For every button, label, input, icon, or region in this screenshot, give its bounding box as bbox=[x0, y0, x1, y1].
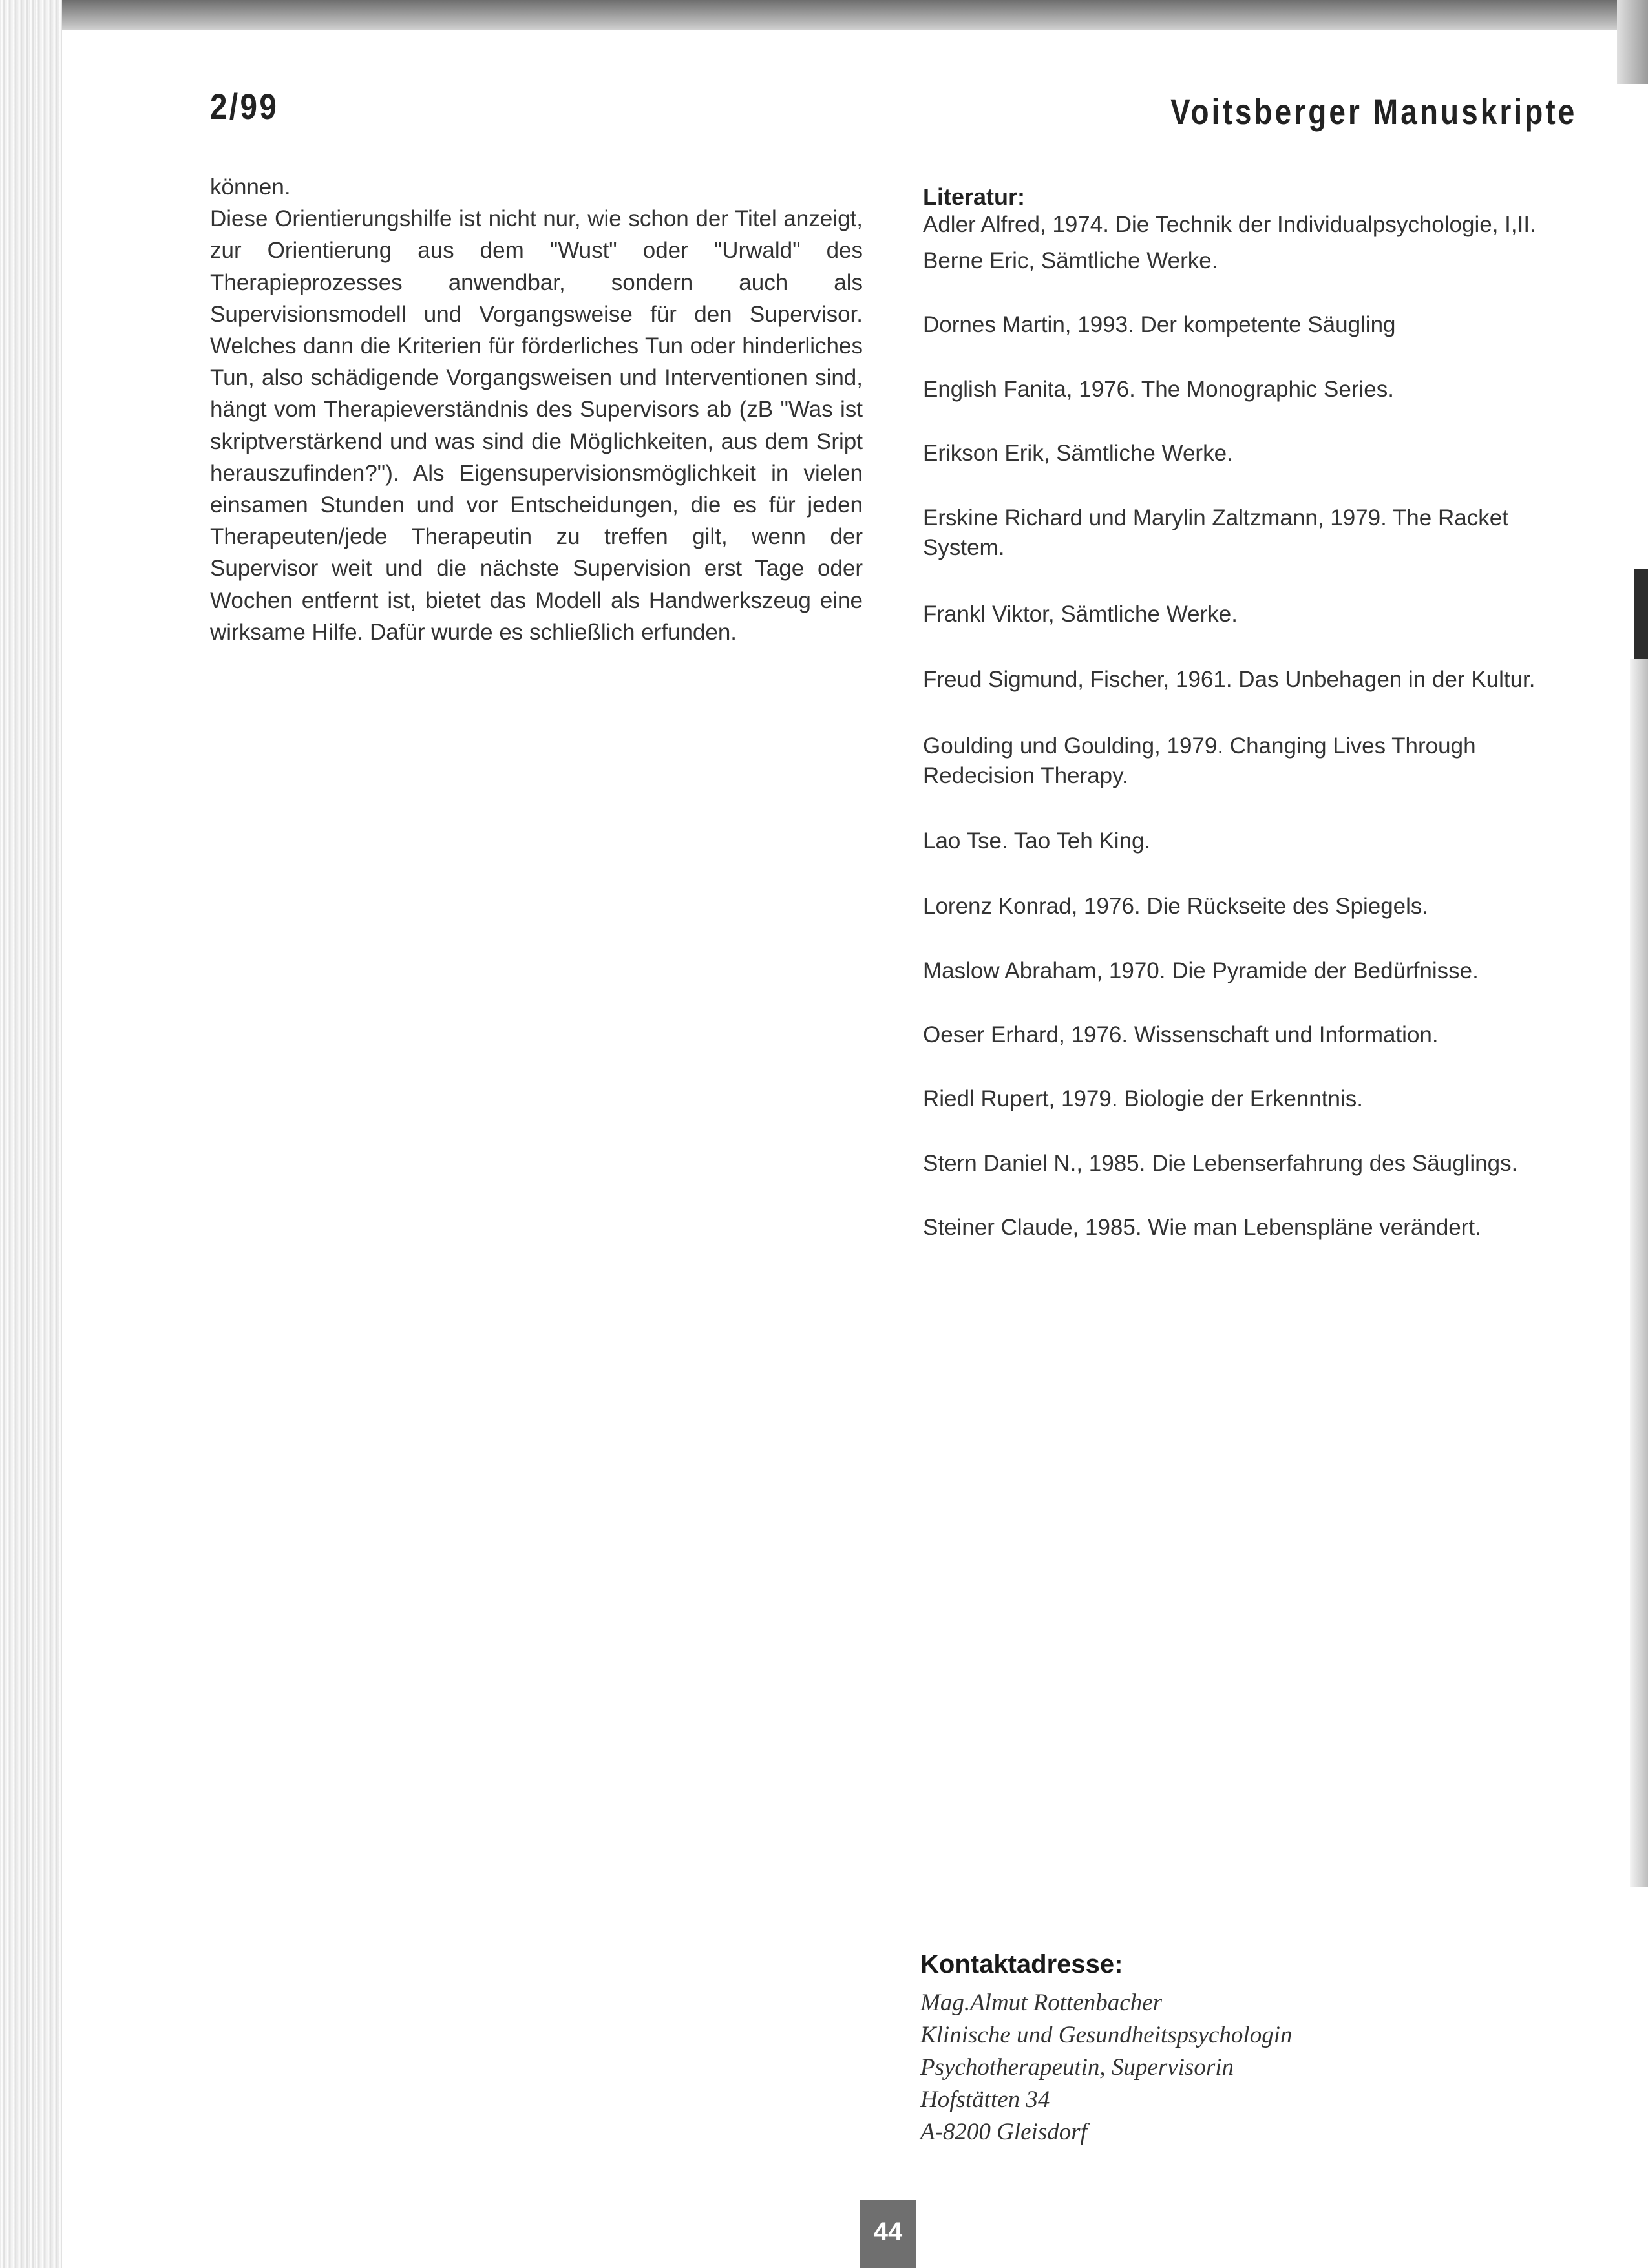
page-number: 44 bbox=[873, 2218, 903, 2246]
contact-line: Hofstätten 34 bbox=[920, 2086, 1050, 2113]
reference-item: English Fanita, 1976. The Monographic Series. bbox=[923, 377, 1394, 402]
reference-item: Frankl Viktor, Sämtliche Werke. bbox=[923, 602, 1238, 627]
reference-item: Freud Sigmund, Fischer, 1961. Das Unbehagen in der Kultur. bbox=[923, 667, 1536, 692]
body-text bbox=[210, 171, 863, 648]
scan-edge-right bbox=[1630, 659, 1648, 1887]
scan-page-edges-left bbox=[0, 0, 62, 2268]
reference-item: Lao Tse. Tao Teh King. bbox=[923, 828, 1151, 854]
reference-item: Oeser Erhard, 1976. Wissenschaft und Information. bbox=[923, 1022, 1439, 1047]
reference-item: Riedl Rupert, 1979. Biologie der Erkenntnis. bbox=[923, 1086, 1363, 1111]
reference-item: Steiner Claude, 1985. Wie man Lebenspläne verändert. bbox=[923, 1215, 1481, 1240]
journal-title: Voitsberger Manuskripte bbox=[1170, 91, 1577, 132]
contact-line: Mag.Almut Rottenbacher bbox=[920, 1990, 1163, 2016]
reference-item: Dornes Martin, 1993. Der kompetente Säugling bbox=[923, 312, 1396, 337]
issue-number: 2/99 bbox=[210, 86, 279, 127]
reference-item: Adler Alfred, 1974. Die Technik der Individualpsychologie, I,II. bbox=[923, 212, 1536, 237]
contact-heading: Kontaktadresse: bbox=[920, 1950, 1123, 1979]
contact-line: Klinische und Gesundheitspsychologin bbox=[920, 2022, 1293, 2048]
literature-heading: Literatur: bbox=[923, 184, 1026, 210]
scan-edge-top bbox=[0, 0, 1648, 30]
reference-item: Berne Eric, Sämtliche Werke. bbox=[923, 248, 1218, 273]
scan-edge-top-right bbox=[1617, 0, 1648, 84]
reference-item: Stern Daniel N., 1985. Die Lebenserfahrung des Säuglings. bbox=[923, 1151, 1518, 1176]
contact-line: Psychotherapeutin, Supervisorin bbox=[920, 2054, 1234, 2081]
scan-binder-tab bbox=[1634, 569, 1648, 659]
reference-item: Lorenz Konrad, 1976. Die Rückseite des Spiegels. bbox=[923, 894, 1429, 919]
reference-item: Erikson Erik, Sämtliche Werke. bbox=[923, 441, 1233, 466]
reference-item: Goulding und Goulding, 1979. Changing Lives Through Redecision Therapy. bbox=[923, 733, 1476, 788]
contact-line: A-8200 Gleisdorf bbox=[920, 2119, 1087, 2145]
reference-item: Erskine Richard und Marylin Zaltzmann, 1979. The Racket System. bbox=[923, 505, 1508, 560]
reference-item: Maslow Abraham, 1970. Die Pyramide der Bedürfnisse. bbox=[923, 958, 1479, 983]
body-paragraph: Diese Orientierungshilfe ist nicht nur, wie schon der Titel anzeigt, zur Orientierung aus dem "Wust" oder "Urwald" des Therapieprozesses anwendbar, sondern auch als Supervisionsmodell und Vorgangsweise für den Supervisor. Welches dann die Kriterien für förderliches Tun oder hinderliches Tun, also schädigende Vorgangsweisen und Interventionen sind, hängt vom Therapieverständnis des Supervisors ab (zB "Was ist skriptverstärkend und was sind die Möglichkeiten, aus dem Sript herauszufinden?"). Als Eigensupervisionsmöglichkeit in vielen einsamen Stunden und vor Entscheidungen, die es für jeden Therapeuten/jede Therapeutin zu treffen gilt, wenn der Supervisor weit und die nächste Supervision erst Tage oder Wochen entfernt ist, bietet das Modell als Handwerkszeug eine wirksame Hilfe. Dafür wurde es schließlich erfunden. bbox=[210, 206, 863, 645]
body-line: können. bbox=[210, 174, 291, 200]
